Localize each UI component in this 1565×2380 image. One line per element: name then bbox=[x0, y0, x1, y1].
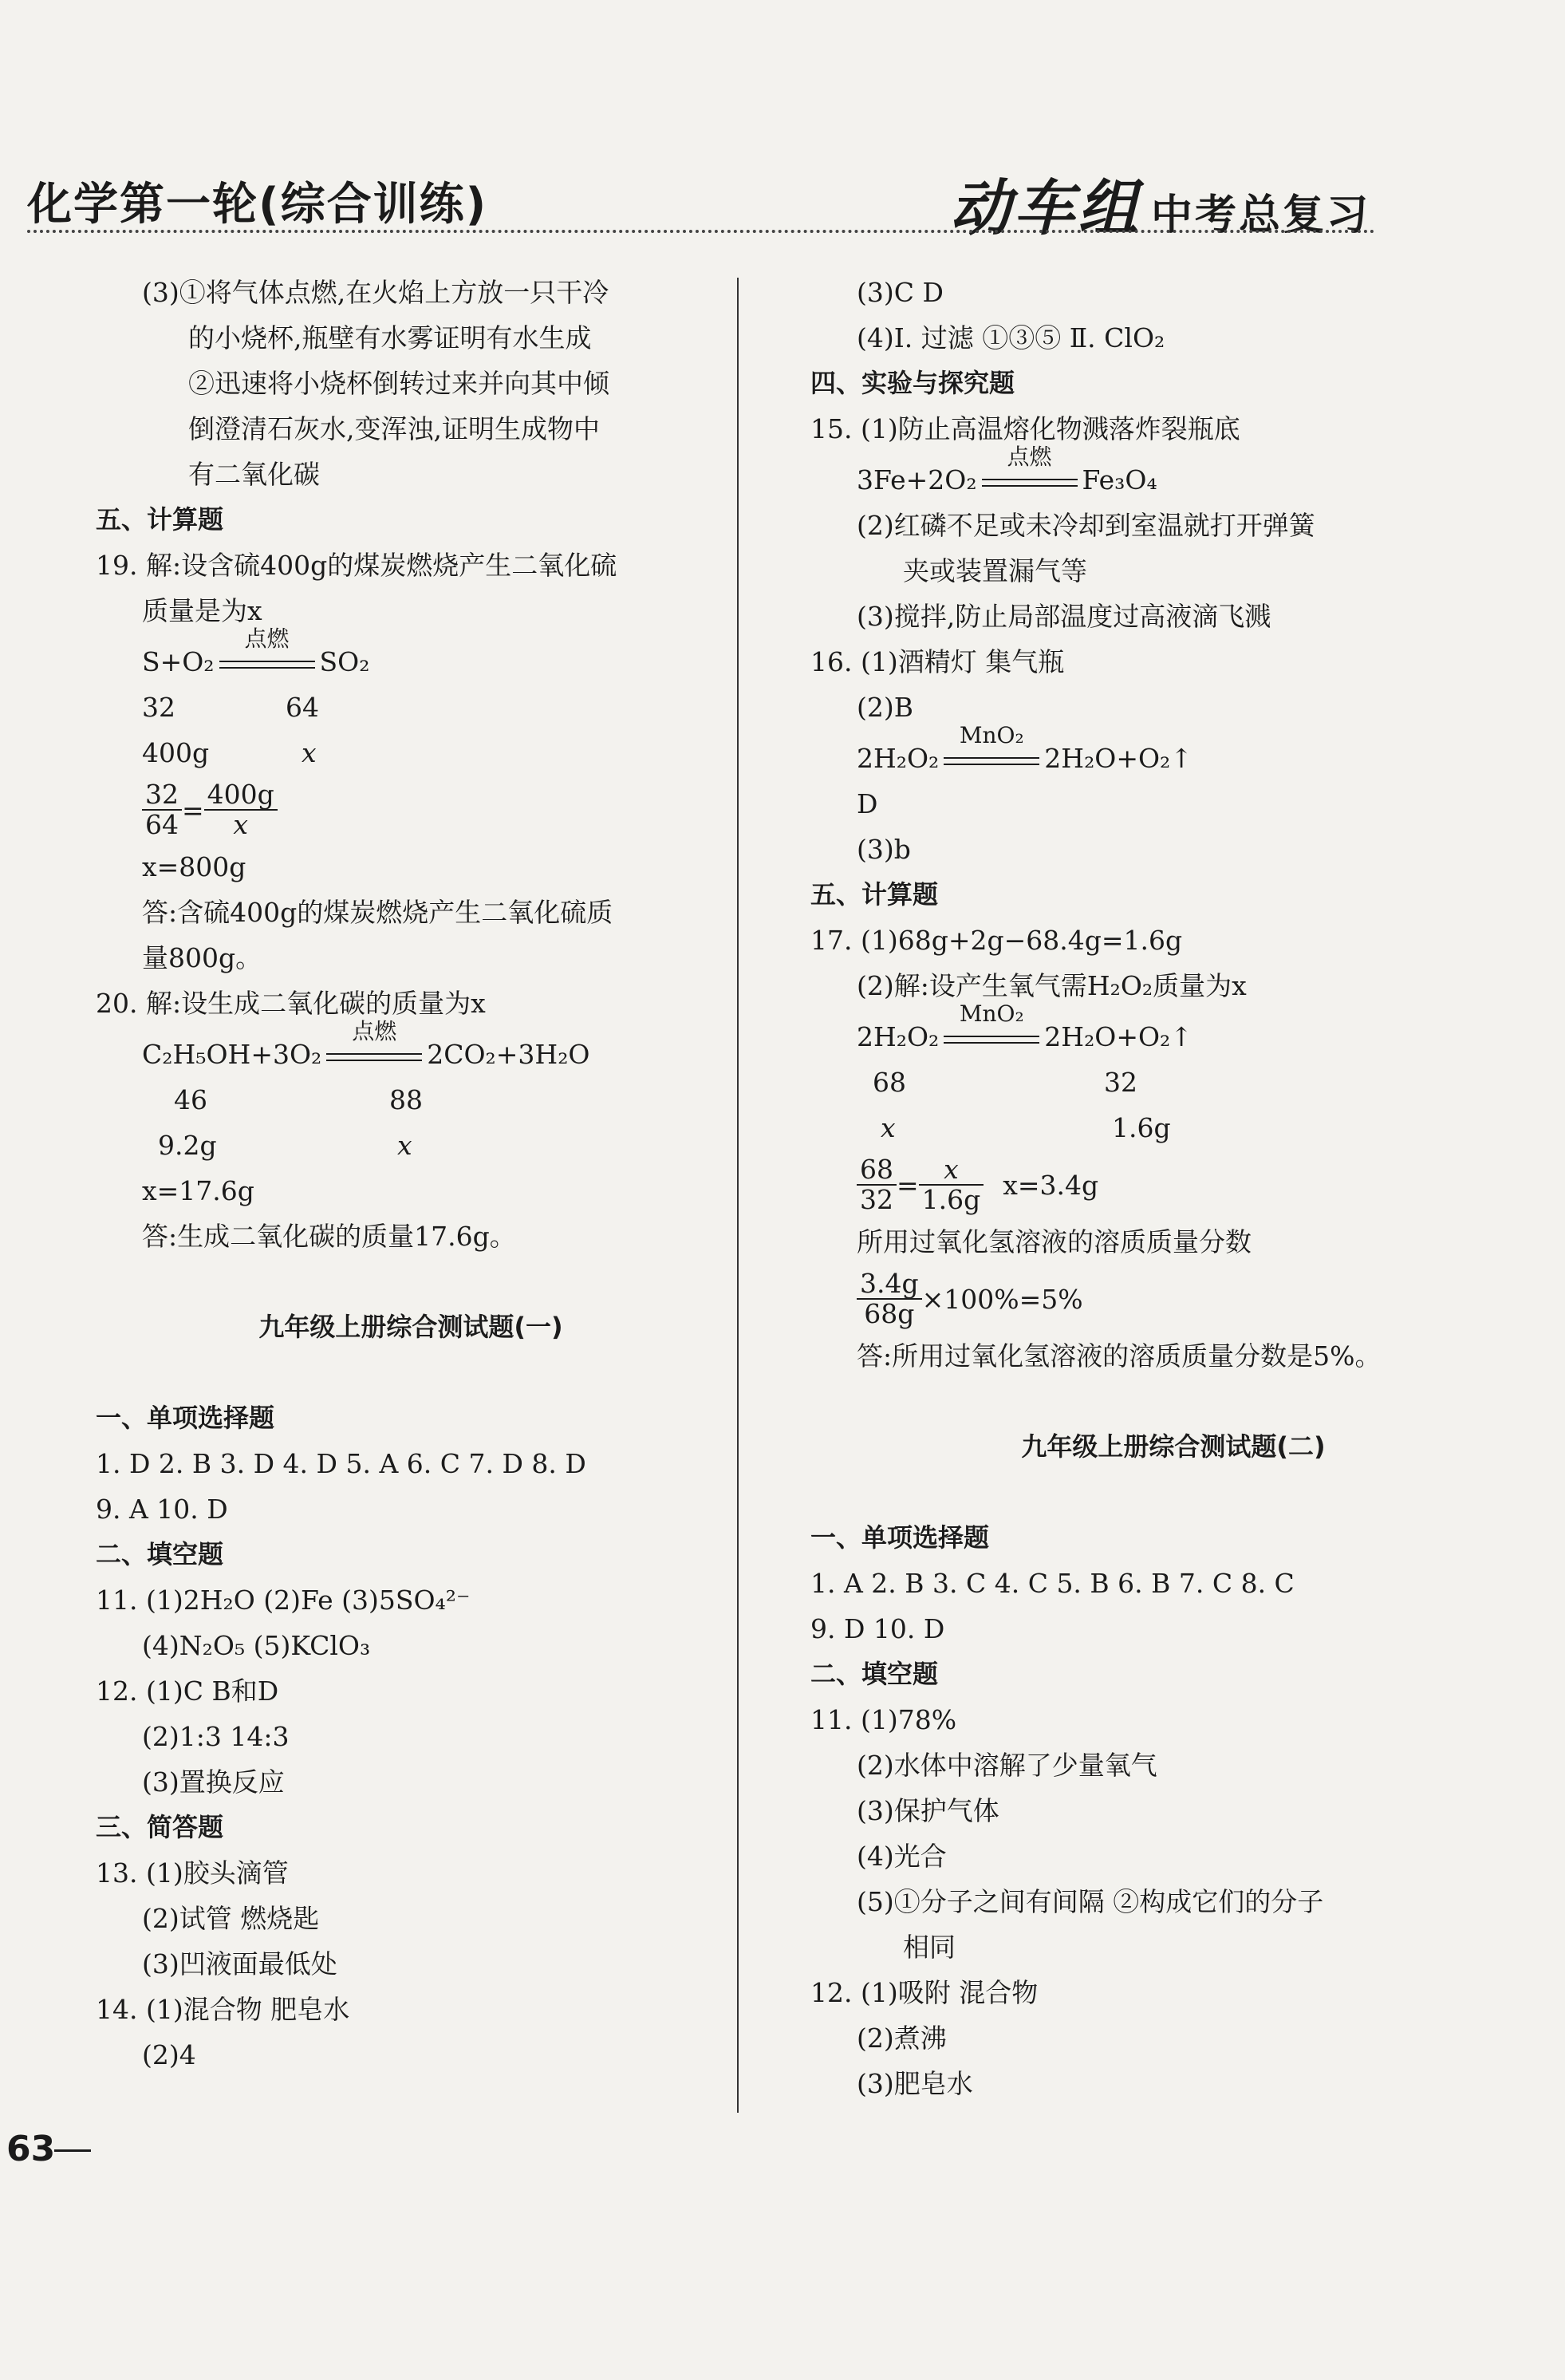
percentage-equation: $\frac{3.4g}{68g}$ ×100%=5% bbox=[810, 1265, 1536, 1333]
mass-row: 68 32 bbox=[873, 1067, 1137, 1098]
reaction-condition: 点燃 bbox=[326, 1040, 422, 1072]
answer-line: (3)①将气体点燃,在火焰上方放一只干冷 bbox=[142, 277, 609, 308]
fraction: $\frac{400g}{x}$ bbox=[204, 780, 278, 839]
page-number-dash bbox=[54, 2149, 91, 2152]
answer-line: 倒澄清石灰水,变浑浊,证明生成物中 bbox=[188, 413, 600, 444]
equation-reactants: 2H₂O₂ bbox=[857, 743, 940, 774]
section-heading: 二、填空题 bbox=[810, 1659, 939, 1689]
answer-line: (2)1:3 14:3 bbox=[142, 1721, 290, 1752]
answer-line: (4)Ⅰ. 过滤 ①③⑤ Ⅱ. ClO₂ bbox=[857, 322, 1165, 353]
equation-products: Fe₃O₄ bbox=[1082, 464, 1157, 495]
answer-line: 14. (1)混合物 肥皂水 bbox=[96, 1994, 350, 2025]
answer-line: (2)4 bbox=[142, 2039, 196, 2070]
answer-line: (2)B bbox=[857, 692, 913, 723]
equation-products: 2CO₂+3H₂O bbox=[427, 1039, 590, 1070]
answer-line: (3)肥皂水 bbox=[857, 2068, 973, 2099]
page-number: 63 bbox=[6, 2129, 56, 2169]
section-heading: 二、填空题 bbox=[96, 1539, 224, 1569]
section-heading: 一、单项选择题 bbox=[96, 1403, 275, 1433]
ratio-equation: $\frac{68}{32}$ = $\frac{x}{1.6g}$ x=3.4g bbox=[810, 1151, 1536, 1219]
answer-line: 夹或装置漏气等 bbox=[903, 555, 1087, 586]
answer-line: 1. D 2. B 3. D 4. D 5. A 6. C 7. D 8. D bbox=[96, 1448, 586, 1479]
equation-reactants: 2H₂O₂ bbox=[857, 1021, 940, 1052]
answer-line: 所用过氧化氢溶液的溶质质量分数 bbox=[857, 1226, 1252, 1257]
fraction: $\frac{68}{32}$ bbox=[857, 1155, 897, 1214]
equation-reactants: 3Fe+2O₂ bbox=[857, 464, 977, 495]
left-column bbox=[96, 270, 726, 2078]
header-divider bbox=[27, 230, 1375, 233]
right-column bbox=[810, 270, 1536, 2106]
answer-line: 16. (1)酒精灯 集气瓶 bbox=[810, 646, 1065, 677]
brand-header bbox=[950, 160, 1370, 247]
answer-line: (2)水体中溶解了少量氧气 bbox=[857, 1750, 1157, 1781]
equation-products: SO₂ bbox=[319, 646, 370, 677]
chemical-equation bbox=[810, 1001, 1536, 1060]
test-title: 九年级上册综合测试题(二) bbox=[1021, 1431, 1326, 1462]
answer-line: 量800g。 bbox=[142, 942, 262, 973]
answer-line: 答:含硫400g的煤炭燃烧产生二氧化硫质 bbox=[142, 897, 613, 928]
ratio-equation: $\frac{32}{64}$ = $\frac{400g}{x}$ bbox=[96, 776, 726, 844]
equation-products: 2H₂O+O₂↑ bbox=[1044, 743, 1192, 774]
fraction: $\frac{x}{1.6g}$ bbox=[919, 1155, 984, 1214]
answer-line: 12. (1)吸附 混合物 bbox=[810, 1977, 1039, 2008]
answer-line: (4)光合 bbox=[857, 1841, 947, 1872]
book-title: 化学第一轮(综合训练) bbox=[27, 179, 488, 231]
answer-line: (5)①分子之间有间隔 ②构成它们的分子 bbox=[857, 1886, 1324, 1917]
reaction-condition: MnO₂ bbox=[944, 1023, 1039, 1055]
mass-row: 9.2g x bbox=[158, 1130, 412, 1161]
answer-line: 12. (1)C B和D bbox=[96, 1675, 279, 1707]
reaction-condition: 点燃 bbox=[982, 466, 1078, 498]
section-heading: 一、单项选择题 bbox=[810, 1522, 990, 1553]
answer-line: (3)b bbox=[857, 834, 911, 865]
answer-line: (2)试管 燃烧匙 bbox=[142, 1903, 320, 1934]
answer-line: 17. (1)68g+2g−68.4g=1.6g bbox=[810, 925, 1183, 956]
fraction: $\frac{3.4g}{68g}$ bbox=[857, 1269, 922, 1328]
answer-line: 质量是为x bbox=[142, 595, 262, 626]
answer-line: 20. 解:设生成二氧化碳的质量为x bbox=[96, 988, 486, 1019]
equation-reactants: S+O₂ bbox=[142, 646, 215, 677]
answer-line: ②迅速将小烧杯倒转过来并向其中倾 bbox=[188, 368, 609, 399]
test-title: 九年级上册综合测试题(一) bbox=[258, 1312, 563, 1342]
answer-line: 答:所用过氧化氢溶液的溶质质量分数是5%。 bbox=[857, 1340, 1382, 1372]
answer-line: (3)C D bbox=[857, 277, 944, 308]
column-divider bbox=[737, 278, 739, 2113]
answer-line: x=800g bbox=[142, 851, 246, 882]
mass-row: 46 88 bbox=[174, 1084, 423, 1115]
chemical-equation bbox=[810, 444, 1536, 503]
answer-line: 有二氧化碳 bbox=[188, 459, 320, 490]
answer-line: (2)煮沸 bbox=[857, 2023, 947, 2054]
answer-line: 15. (1)防止高温熔化物溅落炸裂瓶底 bbox=[810, 413, 1240, 444]
answer-line: 答:生成二氧化碳的质量17.6g。 bbox=[142, 1221, 516, 1252]
answer-line: 11. (1)2H₂O (2)Fe (3)5SO₄²⁻ bbox=[96, 1585, 471, 1616]
answer-line: (3)搅拌,防止局部温度过高液滴飞溅 bbox=[857, 601, 1271, 632]
answer-line: (2)红磷不足或未冷却到室温就打开弹簧 bbox=[857, 510, 1315, 541]
answer-line: (4)N₂O₅ (5)KClO₃ bbox=[142, 1630, 371, 1661]
answer-line: x=17.6g bbox=[142, 1175, 254, 1206]
section-heading: 四、实验与探究题 bbox=[810, 368, 1015, 398]
equation-reactants: C₂H₅OH+3O₂ bbox=[142, 1039, 322, 1070]
answer-line: D bbox=[857, 788, 878, 819]
reaction-condition: 点燃 bbox=[219, 648, 315, 680]
chemical-equation bbox=[96, 626, 726, 685]
answer-line: (3)凹液面最低处 bbox=[142, 1948, 337, 1979]
section-heading: 三、简答题 bbox=[96, 1812, 224, 1842]
answer-line: 相同 bbox=[903, 1932, 956, 1963]
answer-line: 的小烧杯,瓶壁有水雾证明有水生成 bbox=[188, 322, 592, 353]
answer-line: (2)解:设产生氧气需H₂O₂质量为x bbox=[857, 970, 1247, 1001]
equation-products: 2H₂O+O₂↑ bbox=[1044, 1021, 1192, 1052]
section-heading: 五、计算题 bbox=[810, 879, 939, 910]
chemical-equation bbox=[810, 722, 1536, 781]
answer-line: 9. D 10. D bbox=[810, 1613, 945, 1644]
brand-subtitle: 中考总复习 bbox=[1150, 191, 1370, 239]
reaction-condition: MnO₂ bbox=[944, 744, 1039, 776]
answer-line: 13. (1)胶头滴管 bbox=[96, 1857, 289, 1889]
answer-line: (3)保护气体 bbox=[857, 1795, 999, 1826]
answer-line: 9. A 10. D bbox=[96, 1494, 228, 1525]
mass-row: 400g x bbox=[142, 737, 317, 768]
answer-line: 19. 解:设含硫400g的煤炭燃烧产生二氧化硫 bbox=[96, 550, 617, 581]
brand-logo: 动车组 bbox=[949, 172, 1141, 243]
answer-line: (3)置换反应 bbox=[142, 1766, 285, 1798]
fraction: $\frac{32}{64}$ bbox=[142, 780, 182, 839]
chemical-equation bbox=[96, 1018, 726, 1077]
mass-row: x 1.6g bbox=[881, 1112, 1171, 1143]
mass-row: 32 64 bbox=[142, 692, 319, 723]
answer-line: 11. (1)78% bbox=[810, 1704, 957, 1735]
answer-line: 1. A 2. B 3. C 4. C 5. B 6. B 7. C 8. C bbox=[810, 1568, 1295, 1599]
section-heading: 五、计算题 bbox=[96, 504, 224, 535]
